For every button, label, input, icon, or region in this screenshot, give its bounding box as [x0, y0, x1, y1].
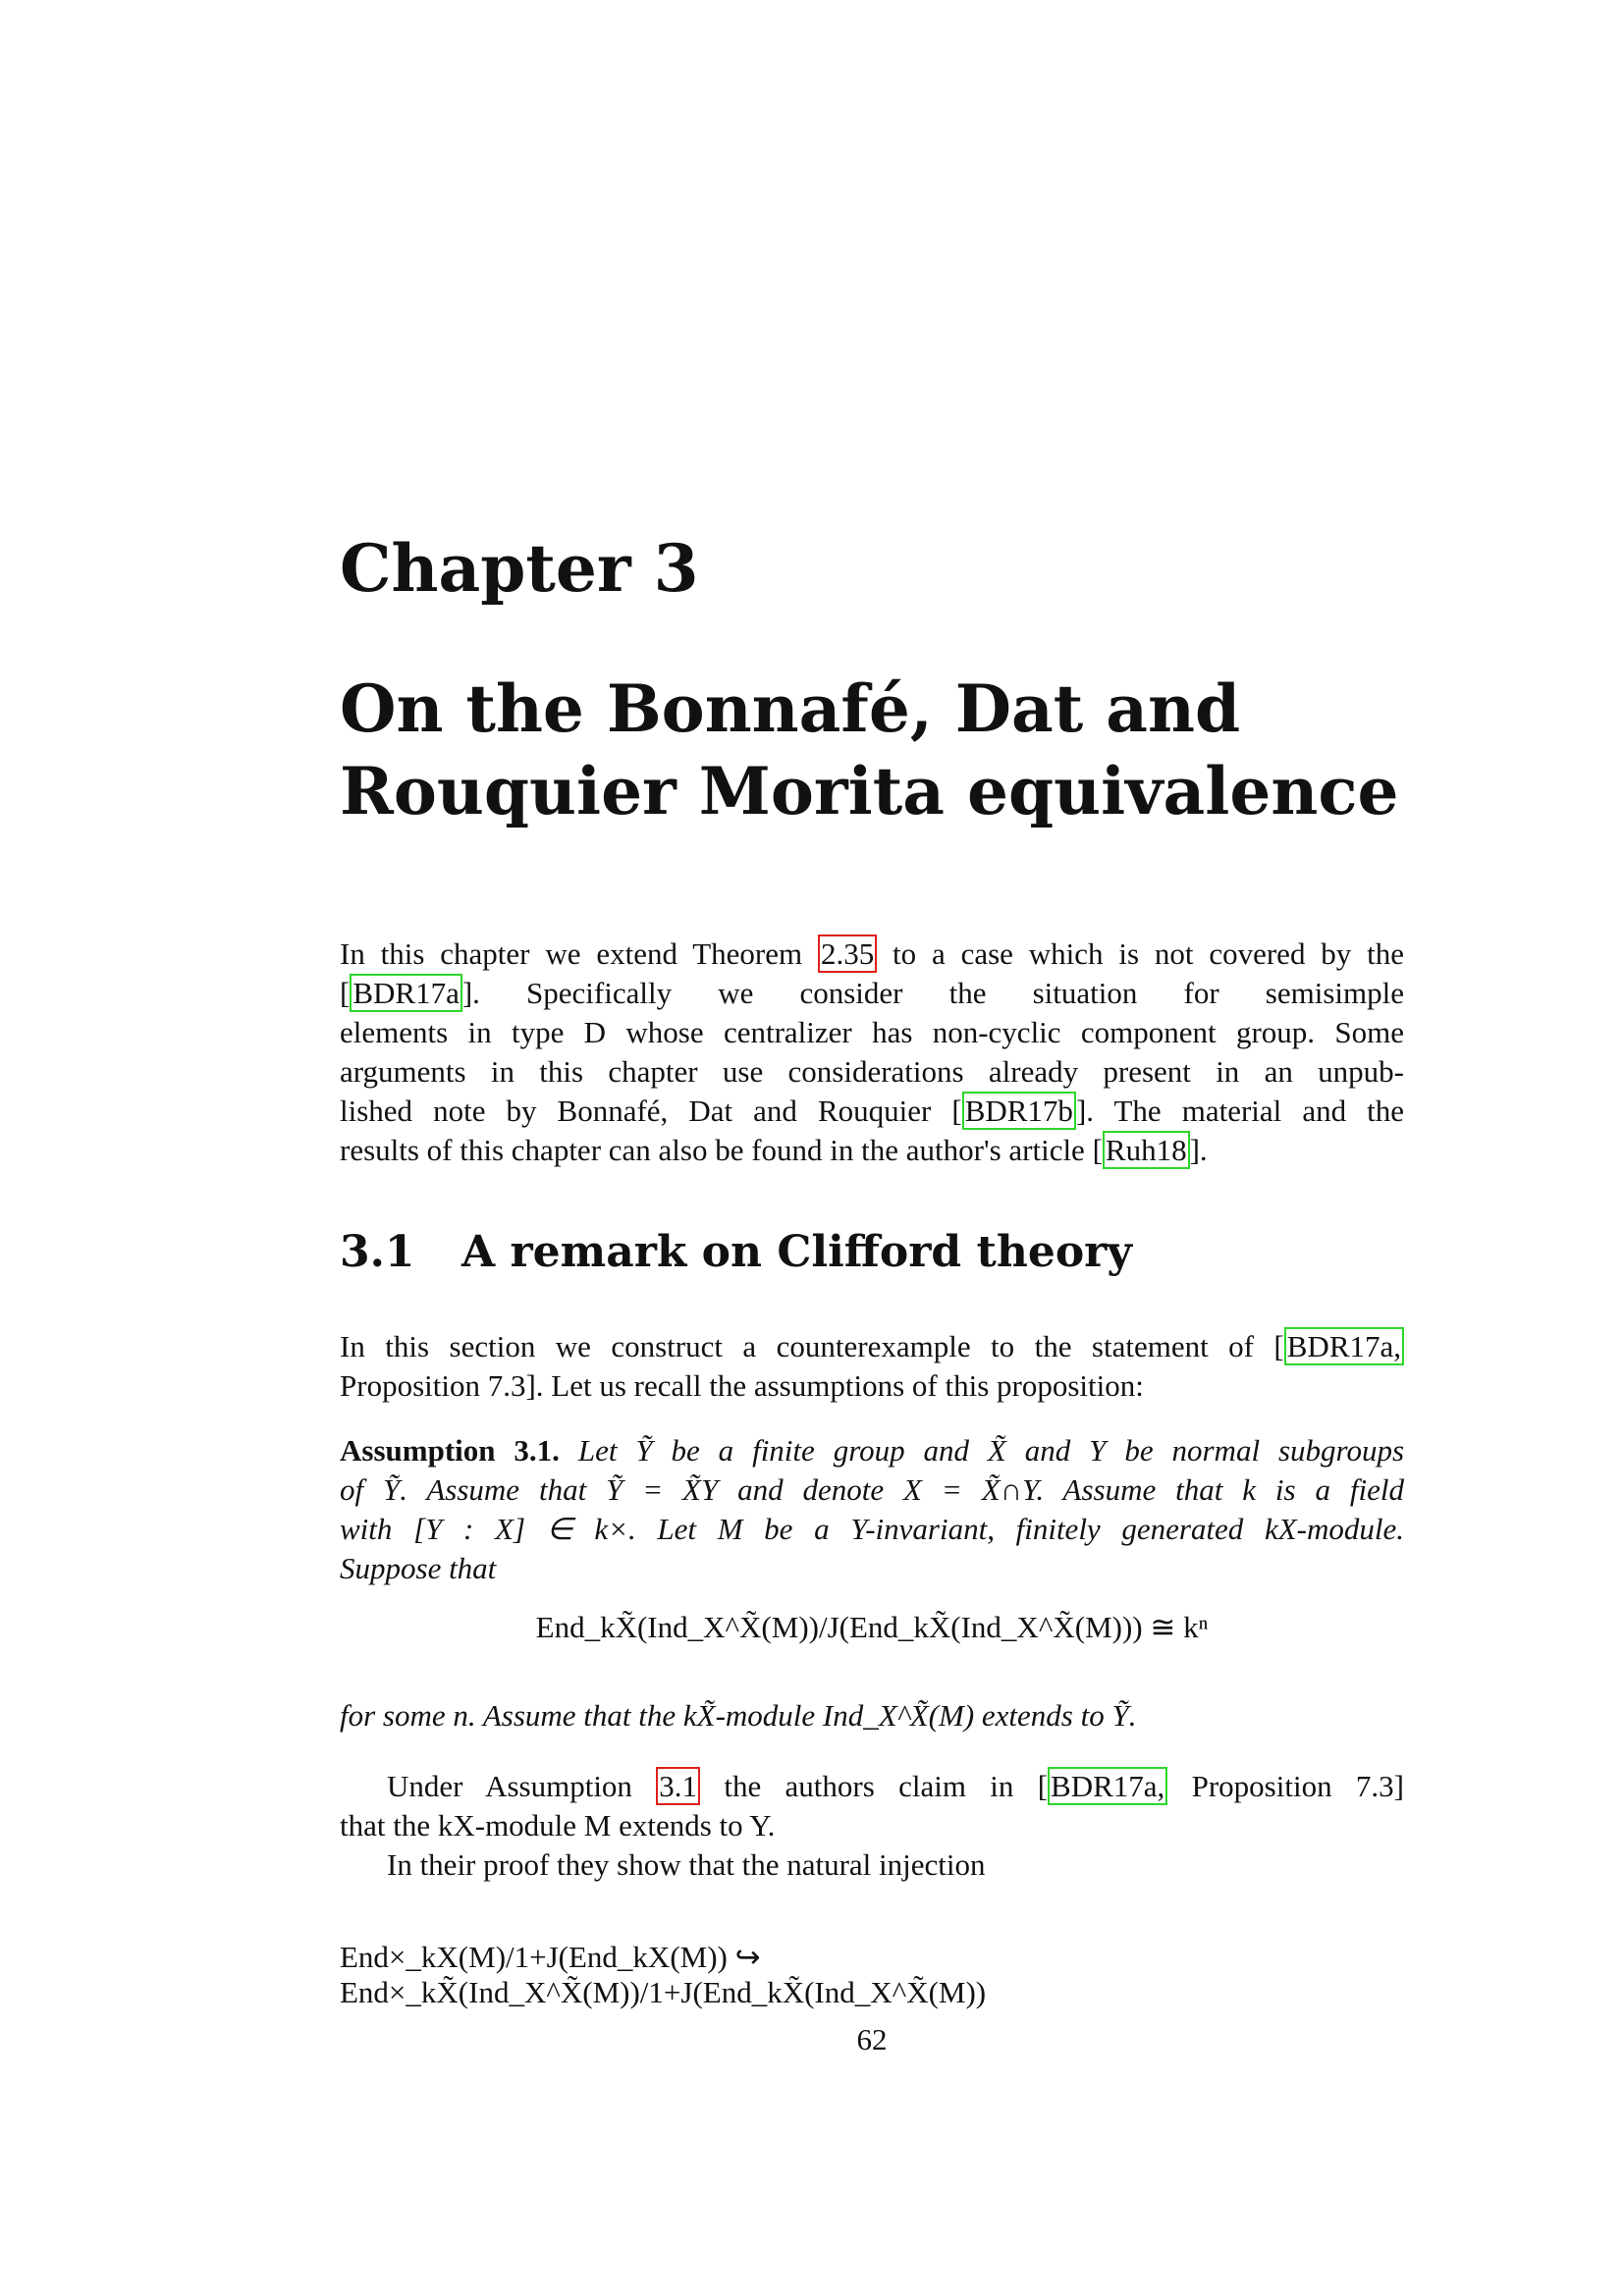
assumption-block: Assumption 3.1. Let Ỹ be a finite group and X̃ and Y be normal subgroups of Ỹ. Assume that Ỹ = X̃Y and denote X = X̃∩Y. Assume that k is a field with [Y : X] ∈ k×. Let M be a Y-invariant, finitely generated kX-module. Suppose that	[340, 1433, 1405, 1585]
assumption-ref-link[interactable]: 3.1	[656, 1767, 700, 1805]
display-formula-1: End_kX̃(Ind_X^X̃(M))/J(End_kX̃(Ind_X^X̃(M))) ≅ kⁿ	[535, 1610, 1209, 1644]
section-paragraph: In this section we construct a counterexample to the statement of [BDR17a, Proposition 7.3]. Let us recall the assumptions of this proposition:	[340, 1327, 1404, 1406]
assumption-conclusion: for some n. Assume that the kX̃-module Ind_X^X̃(M) extends to Ỹ.	[340, 1698, 1137, 1733]
display-formula-2: End×_kX(M)/1+J(End_kX(M)) ↪ End×_kX̃(Ind_X^X̃(M))/1+J(End_kX̃(Ind_X^X̃(M))	[340, 1940, 987, 2009]
citation-bdr17a-link-2[interactable]: BDR17a,	[1284, 1327, 1404, 1365]
section-number: 3.1	[340, 1227, 415, 1277]
intro-paragraph: In this chapter we extend Theorem 2.35 to a case which is not covered by the [BDR17a]. Specifically we consider the situation for semisimple elements in type D whose centralizer has non-cyclic component group. Some arguments in this chapter use considerations already present in an unpub- lished note by Bonnafé, Dat and Rouquier [BDR17b]. The material and the results of this chapter can also be found in the author's article [Ruh18].	[340, 936, 1404, 1167]
chapter-title	[340, 667, 1404, 832]
chapter-title-line-2: Rouquier Morita equivalence	[340, 753, 1399, 829]
theorem-ref-link[interactable]: 2.35	[818, 934, 877, 973]
citation-bdr17a-link-3[interactable]: BDR17a,	[1048, 1767, 1167, 1805]
citation-bdr17b-link[interactable]: BDR17b	[962, 1092, 1076, 1130]
citation-ruh18-link[interactable]: Ruh18	[1103, 1131, 1190, 1169]
chapter-title-line-1: On the Bonnafé, Dat and	[340, 670, 1241, 747]
section-title: A remark on Clifford theory	[461, 1227, 1132, 1277]
citation-bdr17a-link[interactable]: BDR17a	[350, 974, 462, 1012]
page-number: 62	[856, 2022, 888, 2056]
assumption-label: Assumption 3.1.	[340, 1433, 560, 1468]
chapter-label: Chapter 3	[340, 530, 699, 607]
under-assumption-paragraph: Under Assumption 3.1 the authors claim in [BDR17a, Proposition 7.3] that the kX-module M extends to Y. In their proof they show that the natural injection	[340, 1769, 1404, 1882]
section-heading	[340, 1227, 1132, 1277]
